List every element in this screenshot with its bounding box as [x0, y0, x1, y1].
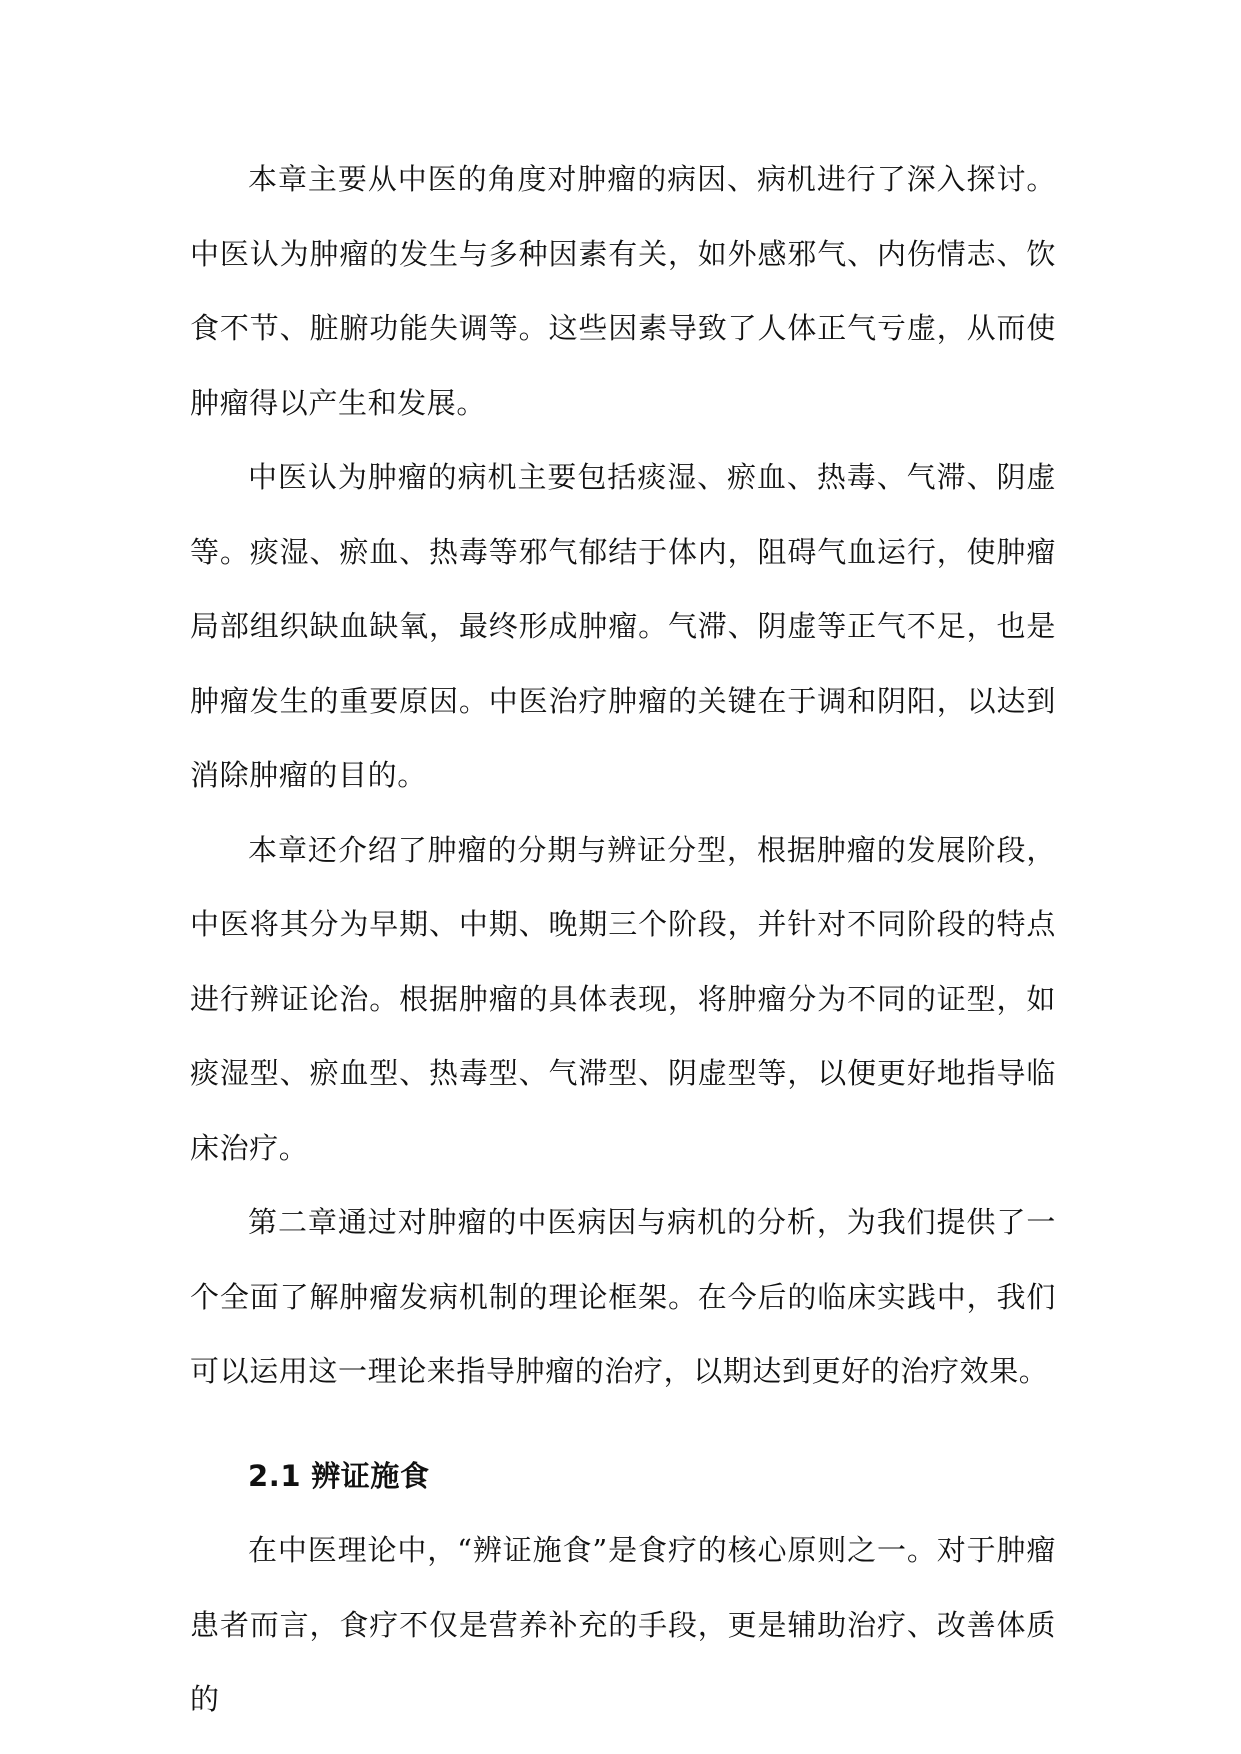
section-number: 2.1: [248, 1458, 302, 1493]
paragraph-4: 第二章通过对肿瘤的中医病因与病机的分析，为我们提供了一个全面了解肿瘤发病机制的理论框架。在今后的临床实践中，我们可以运用这一理论来指导肿瘤的治疗，以期达到更好的治疗效果。: [190, 1205, 1056, 1388]
page-content: [190, 142, 1056, 1737]
paragraph-3: 本章还介绍了肿瘤的分期与辨证分型，根据肿瘤的发展阶段，中医将其分为早期、中期、晚期三个阶段，并针对不同阶段的特点进行辨证论治。根据肿瘤的具体表现，将肿瘤分为不同的证型，如痰湿型、瘀血型、热毒型、气滞型、阴虚型等，以便更好地指导临床治疗。: [190, 832, 1056, 1165]
paragraph-1: 本章主要从中医的角度对肿瘤的病因、病机进行了深入探讨。中医认为肿瘤的发生与多种因素有关，如外感邪气、内伤情志、饮食不节、脏腑功能失调等。这些因素导致了人体正气亏虚，从而使肿瘤得以产生和发展。: [190, 162, 1056, 420]
section-paragraph-1: 在中医理论中，“辨证施食”是食疗的核心原则之一。对于肿瘤患者而言，食疗不仅是营养补充的手段，更是辅助治疗、改善体质的: [190, 1533, 1056, 1716]
section-heading: [190, 1439, 1056, 1514]
paragraph-2: 中医认为肿瘤的病机主要包括痰湿、瘀血、热毒、气滞、阴虚等。痰湿、瘀血、热毒等邪气郁结于体内，阻碍气血运行，使肿瘤局部组织缺血缺氧，最终形成肿瘤。气滞、阴虚等正气不足，也是肿瘤发生的重要原因。中医治疗肿瘤的关键在于调和阴阳，以达到消除肿瘤的目的。: [190, 460, 1056, 792]
section-title: 辨证施食: [311, 1458, 430, 1493]
